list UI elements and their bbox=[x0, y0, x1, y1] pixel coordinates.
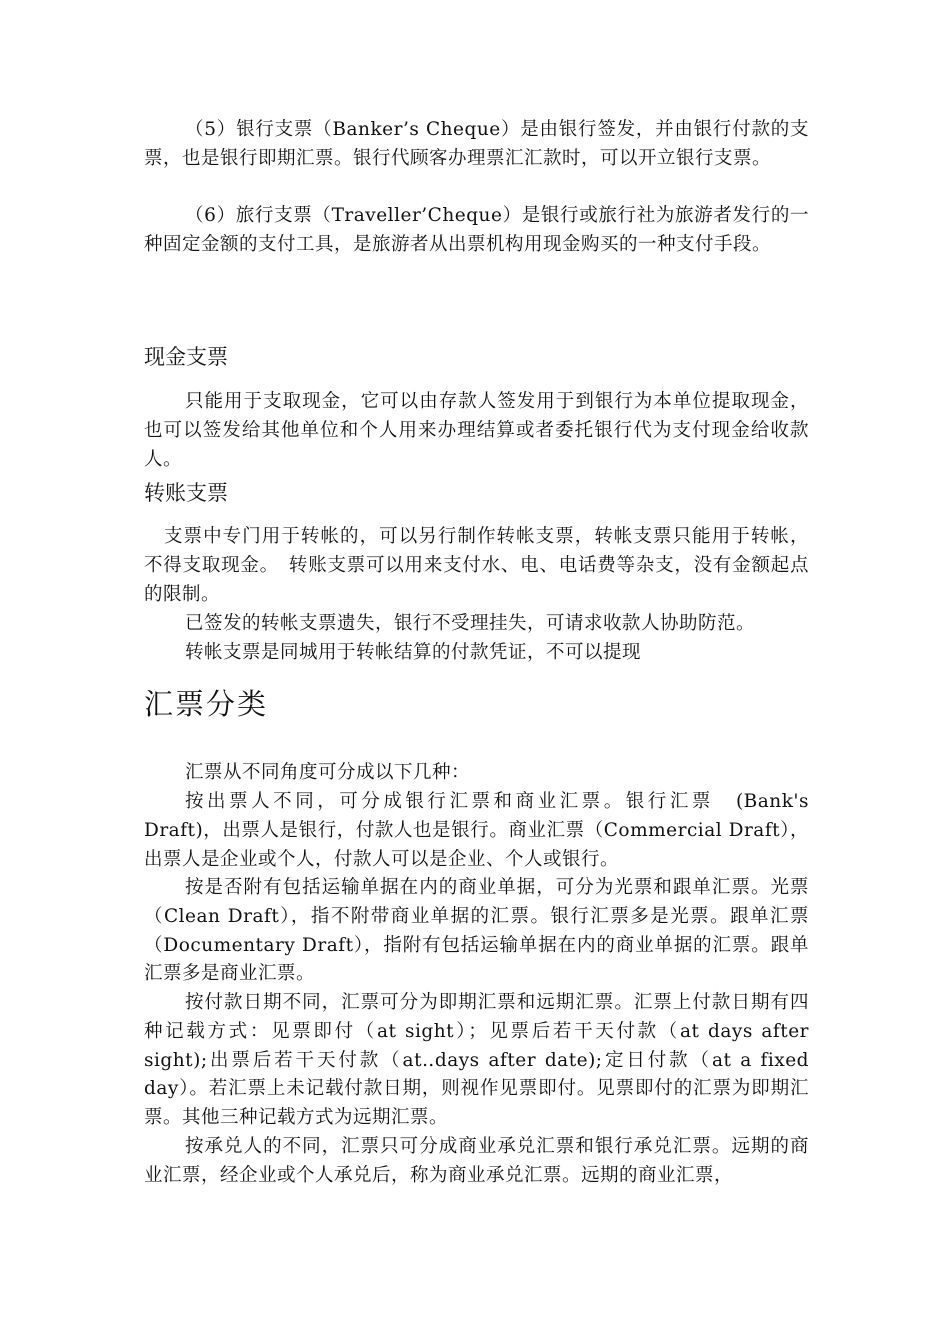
paragraph-text: 只能用于支取现金，它可以由存款人签发用于到银行为本单位提取现金，也可以签发给其他单位和个人用来办理结算或者委托银行代为支付现金给收款人。 bbox=[144, 391, 809, 470]
paragraph-text: 转帐支票是同城用于转帐结算的付款凭证，不可以提现 bbox=[185, 642, 642, 663]
section-heading: 汇票分类 bbox=[144, 687, 269, 721]
draft-intro-paragraph bbox=[144, 759, 809, 788]
paragraph-text: 支票中专门用于转帐的，可以另行制作转帐支票，转帐支票只能用于转帐，不得支取现金。 转账支票可以用来支付水、电、电话费等杂支，没有金额起点的限制。 bbox=[144, 526, 809, 605]
paragraph-text: 汇票从不同角度可分成以下几种： bbox=[185, 762, 471, 783]
cash-cheque-heading bbox=[144, 342, 809, 372]
transfer-voucher-paragraph bbox=[144, 639, 809, 668]
paragraph-text: 按出票人不同，可分成银行汇票和商业汇票。银行汇票 (Bank's Draft)，出票人是银行，付款人也是银行。商业汇票（Commercial Draft），出票人是企业或个人，付款人可以是企业、个人或银行。 bbox=[144, 791, 809, 870]
drawer-type-paragraph bbox=[144, 788, 809, 874]
paragraph-text: 按是否附有包括运输单据在内的商业单据，可分为光票和跟单汇票。光票（Clean Draft），指不附带商业单据的汇票。银行汇票多是光票。跟单汇票（Documentary Draft），指附有包括运输单据在内的商业单据的汇票。跟单汇票多是商业汇票。 bbox=[144, 877, 809, 985]
paragraph-text: 已签发的转帐支票遗失，银行不受理挂失，可请求收款人协助防范。 bbox=[185, 613, 756, 634]
payment-date-paragraph bbox=[144, 989, 809, 1133]
section-heading: 转账支票 bbox=[144, 481, 228, 505]
transfer-cheque-heading bbox=[144, 478, 809, 508]
paragraph-text: 按付款日期不同，汇票可分为即期汇票和远期汇票。汇票上付款日期有四种记载方式：见票即付（at sight）；见票后若干天付款（at days after sight);出票后若干天付款（at‥days after date);定日付款（at a fixed day）。若汇票上未记载付款日期，则视作见票即付。见票即付的汇票为即期汇票。其他三种记载方式为远期汇票。 bbox=[144, 992, 809, 1129]
documentary-paragraph bbox=[144, 874, 809, 989]
paragraph-text: 按承兑人的不同，汇票只可分成商业承兑汇票和银行承兑汇票。远期的商业汇票，经企业或个人承兑后，称为商业承兑汇票。远期的商业汇票， bbox=[144, 1136, 809, 1186]
section-heading: 现金支票 bbox=[144, 345, 228, 369]
cash-cheque-paragraph bbox=[144, 388, 809, 474]
draft-classification-heading bbox=[144, 684, 809, 724]
acceptor-paragraph bbox=[144, 1133, 809, 1191]
lost-cheque-paragraph bbox=[144, 610, 809, 639]
paragraph-text: （5）银行支票（Banker’s Cheque）是由银行签发，并由银行付款的支票，也是银行即期汇票。银行代顾客办理票汇汇款时，可以开立银行支票。 bbox=[144, 119, 809, 169]
travellers-cheque-paragraph bbox=[144, 202, 809, 260]
transfer-cheque-paragraph bbox=[144, 523, 809, 609]
paragraph-text: （6）旅行支票（Traveller’Cheque）是银行或旅行社为旅游者发行的一种固定金额的支付工具，是旅游者从出票机构用现金购买的一种支付手段。 bbox=[144, 205, 809, 255]
bankers-cheque-paragraph bbox=[144, 116, 809, 174]
